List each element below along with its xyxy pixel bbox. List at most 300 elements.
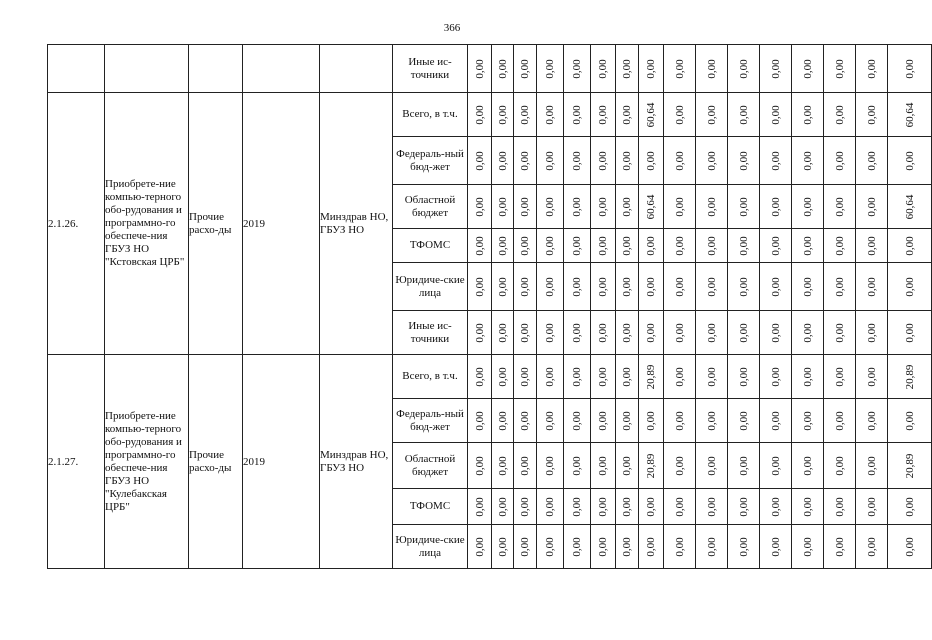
value-text: 0,00 (621, 196, 633, 217)
value-text: 0,00 (519, 58, 531, 79)
source-cell: Федераль-ный бюд-жет (393, 399, 468, 443)
value-text: 0,00 (833, 410, 846, 431)
value-text: 0,00 (673, 536, 686, 557)
value-text: 0,00 (645, 322, 657, 343)
value-text: 0,00 (519, 150, 531, 171)
value-text: 0,00 (621, 235, 633, 256)
value-cell (696, 229, 728, 263)
value-text: 0,00 (769, 496, 782, 517)
value-cell (492, 399, 514, 443)
value-cell (888, 229, 932, 263)
value-text: 0,00 (903, 276, 916, 297)
value-cell (760, 93, 792, 137)
value-text: 0,00 (496, 410, 509, 431)
value-text: 0,00 (801, 536, 814, 557)
value-cell (664, 137, 696, 185)
value-cell (616, 185, 639, 229)
value-text: 0,00 (769, 322, 782, 343)
value-text: 0,00 (833, 366, 846, 387)
value-cell (664, 399, 696, 443)
value-text: 0,00 (645, 536, 657, 557)
value-cell (492, 311, 514, 355)
value-text: 0,00 (705, 496, 718, 517)
value-text: 0,00 (621, 455, 633, 476)
value-text: 0,00 (833, 196, 846, 217)
value-text: 0,00 (769, 410, 782, 431)
value-cell (824, 489, 856, 525)
value-cell (792, 399, 824, 443)
value-cell (492, 355, 514, 399)
value-cell (591, 355, 616, 399)
value-cell (616, 93, 639, 137)
value-cell (616, 263, 639, 311)
value-cell (616, 229, 639, 263)
value-text: 0,00 (621, 410, 633, 431)
value-text: 0,00 (621, 366, 633, 387)
value-text: 0,00 (544, 276, 556, 297)
value-cell (639, 443, 664, 489)
value-text: 0,00 (737, 455, 750, 476)
value-cell (468, 185, 492, 229)
value-cell (792, 263, 824, 311)
value-text: 0,00 (645, 150, 657, 171)
value-text: 0,00 (621, 150, 633, 171)
value-text: 20,89 (903, 364, 916, 389)
value-text: 0,00 (737, 322, 750, 343)
value-text: 0,00 (737, 196, 750, 217)
value-text: 0,00 (865, 150, 878, 171)
value-cell (792, 525, 824, 569)
value-cell (696, 263, 728, 311)
value-text: 0,00 (801, 322, 814, 343)
value-text: 0,00 (833, 150, 846, 171)
value-text: 0,00 (903, 150, 916, 171)
value-text: 0,00 (833, 235, 846, 256)
value-text: 0,00 (496, 322, 509, 343)
value-cell (492, 45, 514, 93)
value-cell (792, 311, 824, 355)
value-cell (888, 311, 932, 355)
value-cell (856, 443, 888, 489)
item-code: 2.1.26. (48, 93, 105, 355)
value-text: 20,89 (645, 364, 657, 389)
value-cell (564, 137, 591, 185)
value-text: 0,00 (769, 235, 782, 256)
value-text: 0,00 (737, 235, 750, 256)
value-cell (760, 489, 792, 525)
value-cell (564, 185, 591, 229)
value-cell (514, 93, 537, 137)
value-cell (760, 443, 792, 489)
value-cell (792, 45, 824, 93)
value-text: 0,00 (473, 322, 486, 343)
value-text: 0,00 (833, 536, 846, 557)
value-text: 0,00 (705, 410, 718, 431)
item-code: 2.1.27. (48, 355, 105, 569)
value-text: 0,00 (645, 410, 657, 431)
value-cell (888, 489, 932, 525)
value-text: 0,00 (705, 366, 718, 387)
value-cell (696, 45, 728, 93)
source-cell: Областной бюджет (393, 443, 468, 489)
value-cell (616, 399, 639, 443)
value-cell (639, 137, 664, 185)
expense-type: Прочие расхо-ды (189, 93, 243, 355)
value-cell (728, 399, 760, 443)
value-text: 0,00 (473, 496, 486, 517)
value-cell (591, 399, 616, 443)
value-text: 0,00 (473, 536, 486, 557)
source-cell: Иные ис-точники (393, 45, 468, 93)
value-cell (856, 263, 888, 311)
value-text: 0,00 (903, 322, 916, 343)
name-cell (105, 45, 189, 93)
value-cell (760, 311, 792, 355)
value-cell (888, 93, 932, 137)
value-text: 0,00 (865, 366, 878, 387)
item-executor: Минздрав НО, ГБУЗ НО (320, 93, 393, 355)
value-text: 0,00 (621, 104, 633, 125)
value-cell (728, 311, 760, 355)
value-text: 0,00 (673, 366, 686, 387)
value-cell (468, 93, 492, 137)
value-text: 0,00 (571, 410, 583, 431)
value-cell (824, 263, 856, 311)
value-text: 0,00 (496, 276, 509, 297)
value-text: 0,00 (571, 322, 583, 343)
value-text: 0,00 (865, 455, 878, 476)
value-cell (792, 137, 824, 185)
value-cell (468, 355, 492, 399)
value-text: 0,00 (801, 58, 814, 79)
value-text: 0,00 (571, 496, 583, 517)
value-cell (760, 399, 792, 443)
value-text: 0,00 (865, 235, 878, 256)
value-cell (639, 355, 664, 399)
value-cell (696, 355, 728, 399)
value-text: 0,00 (496, 104, 509, 125)
value-cell (537, 185, 564, 229)
value-text: 0,00 (496, 150, 509, 171)
value-cell (824, 137, 856, 185)
value-text: 0,00 (903, 235, 916, 256)
value-text: 0,00 (544, 196, 556, 217)
value-text: 0,00 (833, 455, 846, 476)
value-cell (514, 229, 537, 263)
value-text: 0,00 (769, 196, 782, 217)
value-text: 0,00 (597, 276, 609, 297)
value-cell (696, 93, 728, 137)
value-cell (824, 443, 856, 489)
value-text: 0,00 (544, 496, 556, 517)
value-cell (728, 525, 760, 569)
value-cell (468, 525, 492, 569)
value-text: 20,89 (903, 453, 916, 478)
value-text: 0,00 (769, 150, 782, 171)
value-text: 0,00 (801, 196, 814, 217)
value-cell (564, 355, 591, 399)
value-text: 0,00 (496, 366, 509, 387)
value-text: 0,00 (833, 104, 846, 125)
source-cell: Областной бюджет (393, 185, 468, 229)
value-text: 0,00 (645, 235, 657, 256)
value-cell (728, 443, 760, 489)
value-text: 0,00 (597, 536, 609, 557)
value-cell (514, 525, 537, 569)
value-cell (514, 185, 537, 229)
value-cell (824, 355, 856, 399)
item-name: Приобрете-ние компью-терного обо-рудования и программно-го обеспече-ния ГБУЗ НО "Кстовская ЦРБ" (105, 93, 189, 355)
value-cell (824, 525, 856, 569)
value-cell (616, 443, 639, 489)
value-text: 0,00 (544, 366, 556, 387)
value-text: 0,00 (769, 276, 782, 297)
value-text: 0,00 (571, 150, 583, 171)
value-text: 0,00 (737, 496, 750, 517)
value-text: 0,00 (571, 366, 583, 387)
value-text: 0,00 (865, 322, 878, 343)
value-cell (760, 185, 792, 229)
value-cell (591, 185, 616, 229)
value-text: 60,64 (645, 194, 657, 219)
value-cell (664, 185, 696, 229)
source-cell: ТФОМС (393, 489, 468, 525)
value-cell (888, 137, 932, 185)
value-cell (696, 185, 728, 229)
value-cell (492, 93, 514, 137)
value-cell (824, 229, 856, 263)
value-cell (514, 263, 537, 311)
value-text: 0,00 (597, 58, 609, 79)
value-cell (591, 443, 616, 489)
value-cell (728, 185, 760, 229)
value-cell (591, 263, 616, 311)
value-text: 0,00 (705, 322, 718, 343)
value-cell (492, 525, 514, 569)
value-cell (664, 355, 696, 399)
value-text: 0,00 (496, 455, 509, 476)
value-text: 0,00 (473, 410, 486, 431)
value-cell (591, 229, 616, 263)
value-cell (514, 399, 537, 443)
value-cell (492, 137, 514, 185)
value-cell (492, 185, 514, 229)
value-cell (824, 185, 856, 229)
value-text: 0,00 (833, 58, 846, 79)
value-text: 0,00 (519, 410, 531, 431)
value-text: 0,00 (903, 536, 916, 557)
value-cell (514, 355, 537, 399)
value-text: 0,00 (673, 235, 686, 256)
value-text: 0,00 (865, 410, 878, 431)
value-cell (492, 229, 514, 263)
value-cell (728, 489, 760, 525)
value-text: 0,00 (833, 496, 846, 517)
value-cell (728, 229, 760, 263)
value-cell (792, 355, 824, 399)
value-cell (537, 93, 564, 137)
value-cell (564, 45, 591, 93)
value-text: 0,00 (769, 366, 782, 387)
value-cell (728, 93, 760, 137)
value-text: 0,00 (496, 196, 509, 217)
value-cell (760, 263, 792, 311)
value-cell (537, 489, 564, 525)
value-cell (856, 525, 888, 569)
value-cell (696, 399, 728, 443)
value-text: 0,00 (833, 276, 846, 297)
value-cell (792, 93, 824, 137)
source-cell: Всего, в т.ч. (393, 93, 468, 137)
value-cell (591, 489, 616, 525)
value-cell (728, 45, 760, 93)
value-cell (856, 311, 888, 355)
value-cell (639, 263, 664, 311)
source-cell: Всего, в т.ч. (393, 355, 468, 399)
value-cell (760, 355, 792, 399)
value-cell (514, 311, 537, 355)
value-text: 0,00 (519, 455, 531, 476)
value-text: 60,64 (903, 194, 916, 219)
value-text: 0,00 (833, 322, 846, 343)
value-cell (856, 355, 888, 399)
value-text: 0,00 (865, 104, 878, 125)
value-text: 0,00 (673, 150, 686, 171)
value-text: 0,00 (597, 410, 609, 431)
value-text: 0,00 (645, 276, 657, 297)
value-cell (792, 489, 824, 525)
value-cell (616, 355, 639, 399)
value-cell (792, 185, 824, 229)
item-year: 2019 (243, 93, 320, 355)
value-cell (537, 355, 564, 399)
value-cell (616, 525, 639, 569)
value-text: 0,00 (673, 410, 686, 431)
value-cell (564, 525, 591, 569)
value-text: 0,00 (801, 366, 814, 387)
value-text: 0,00 (621, 58, 633, 79)
table-row (48, 45, 932, 93)
value-text: 0,00 (571, 276, 583, 297)
value-text: 0,00 (519, 322, 531, 343)
value-text: 0,00 (673, 276, 686, 297)
value-cell (639, 229, 664, 263)
value-text: 0,00 (645, 58, 657, 79)
value-cell (639, 45, 664, 93)
value-text: 0,00 (519, 196, 531, 217)
value-cell (468, 399, 492, 443)
value-cell (564, 489, 591, 525)
value-cell (824, 45, 856, 93)
value-text: 0,00 (473, 58, 486, 79)
year-cell (243, 45, 320, 93)
value-cell (824, 93, 856, 137)
value-text: 0,00 (705, 58, 718, 79)
value-text: 0,00 (496, 496, 509, 517)
value-text: 0,00 (705, 150, 718, 171)
value-text: 0,00 (737, 104, 750, 125)
value-text: 0,00 (903, 58, 916, 79)
value-cell (537, 311, 564, 355)
value-cell (824, 311, 856, 355)
value-text: 0,00 (621, 536, 633, 557)
value-text: 0,00 (544, 536, 556, 557)
value-cell (856, 45, 888, 93)
value-text: 0,00 (473, 104, 486, 125)
value-text: 0,00 (519, 536, 531, 557)
value-cell (514, 443, 537, 489)
value-cell (537, 263, 564, 311)
value-text: 0,00 (571, 58, 583, 79)
value-text: 0,00 (737, 366, 750, 387)
value-text: 0,00 (801, 410, 814, 431)
value-text: 0,00 (597, 235, 609, 256)
value-text: 0,00 (903, 496, 916, 517)
value-text: 0,00 (571, 104, 583, 125)
value-text: 0,00 (801, 150, 814, 171)
value-text: 0,00 (705, 536, 718, 557)
value-text: 0,00 (865, 536, 878, 557)
value-text: 0,00 (865, 196, 878, 217)
value-cell (664, 311, 696, 355)
value-cell (492, 443, 514, 489)
source-cell: Юридиче-ские лица (393, 263, 468, 311)
value-text: 0,00 (496, 235, 509, 256)
value-text: 0,00 (544, 455, 556, 476)
value-cell (616, 489, 639, 525)
value-text: 0,00 (544, 58, 556, 79)
value-text: 0,00 (544, 322, 556, 343)
item-executor: Минздрав НО, ГБУЗ НО (320, 355, 393, 569)
value-cell (591, 93, 616, 137)
value-text: 0,00 (801, 276, 814, 297)
value-text: 0,00 (473, 150, 486, 171)
value-text: 0,00 (705, 235, 718, 256)
value-cell (616, 45, 639, 93)
value-text: 0,00 (571, 196, 583, 217)
table-row (48, 355, 932, 399)
value-cell (856, 93, 888, 137)
value-text: 0,00 (737, 410, 750, 431)
value-cell (664, 229, 696, 263)
expense-type: Прочие расхо-ды (189, 355, 243, 569)
value-text: 0,00 (673, 322, 686, 343)
value-text: 0,00 (801, 235, 814, 256)
value-cell (564, 443, 591, 489)
value-text: 0,00 (544, 104, 556, 125)
value-cell (591, 137, 616, 185)
value-text: 0,00 (597, 496, 609, 517)
value-text: 0,00 (673, 455, 686, 476)
value-cell (888, 185, 932, 229)
value-cell (639, 399, 664, 443)
value-cell (792, 229, 824, 263)
value-cell (468, 263, 492, 311)
value-cell (696, 311, 728, 355)
value-text: 0,00 (571, 455, 583, 476)
value-text: 0,00 (673, 104, 686, 125)
value-cell (492, 489, 514, 525)
value-cell (856, 185, 888, 229)
value-text: 0,00 (673, 196, 686, 217)
value-text: 0,00 (473, 455, 486, 476)
value-text: 0,00 (645, 496, 657, 517)
value-text: 0,00 (597, 322, 609, 343)
value-cell (492, 263, 514, 311)
value-cell (537, 137, 564, 185)
value-cell (728, 137, 760, 185)
value-cell (728, 263, 760, 311)
